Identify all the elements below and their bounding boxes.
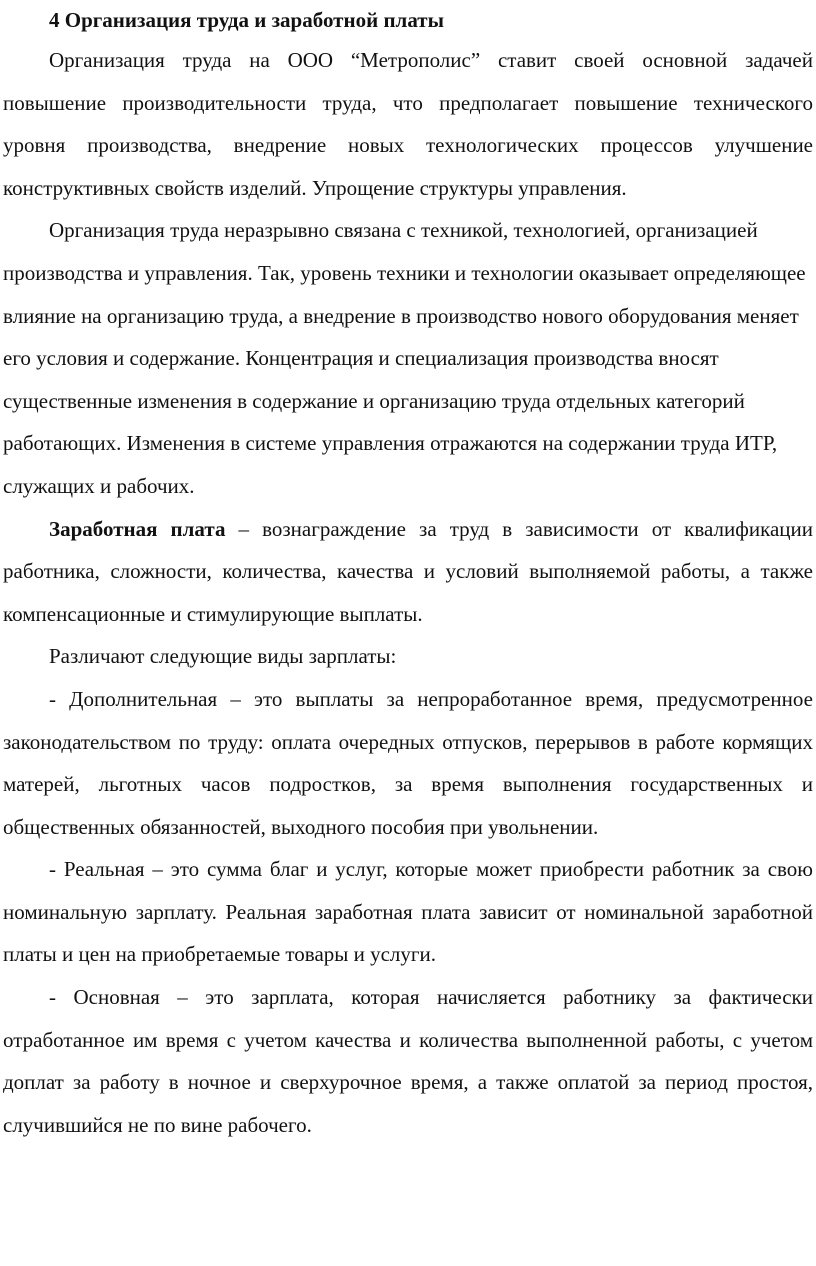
- paragraph-labor-organization-factors: Организация труда неразрывно связана с техникой, технологией, организацией производства и управления. Так, уровень техники и технологии оказывает определяющее влияние на организацию труда, а внедрение в производство нового оборудования меняет его условия и содержание. Концентрация и специализация производства вносят существенные изменения в содержание и организацию труда отдельных категорий работающих. Изменения в системе управления отражаются на содержании труда ИТР, служащих и рабочих.: [3, 218, 806, 498]
- paragraph-wage-types-intro: Различают следующие виды зарплаты:: [49, 644, 397, 669]
- wage-definition-text: – вознаграждение за труд в зависимости от квалификации работника, сложности, количества, качества и условий выполняемой работы, а также компенсационные и стимулирующие выплаты.: [3, 516, 813, 626]
- paragraph-wage-definition: [3, 508, 813, 636]
- list-item-real-wage: - Реальная – это сумма благ и услуг, которые может приобрести работник за свою номинальную зарплату. Реальная заработная плата зависит от номинальной заработной платы и цен на приобретаемые товары и услуги.: [3, 857, 813, 967]
- section-heading: 4 Организация труда и заработной платы: [49, 8, 445, 32]
- list-item-basic-wage: - Основная – это зарплата, которая начисляется работнику за фактически отработанное им время с учетом качества и количества выполненной работы, с учетом доплат за работу в ночное и сверхурочное время, а также оплатой за период простоя, случившийся не по вине рабочего.: [3, 985, 813, 1137]
- list-item-additional-wage: - Дополнительная – это выплаты за непроработанное время, предусмотренное законодательством по труду: оплата очередных отпусков, перерывов в работе кормящих матерей, льготных часов подростков, за время выполнения государственных и общественных обязанностей, выходного пособия при увольнении.: [3, 686, 813, 839]
- paragraph-labor-organization-goal: Организация труда на ООО “Метрополис” ставит своей основной задачей повышение производительности труда, что предполагает повышение технического уровня производства, внедрение новых технологических процессов улучшение конструктивных свойств изделий. Упрощение структуры управления.: [3, 48, 813, 200]
- wage-term: Заработная плата: [49, 516, 226, 541]
